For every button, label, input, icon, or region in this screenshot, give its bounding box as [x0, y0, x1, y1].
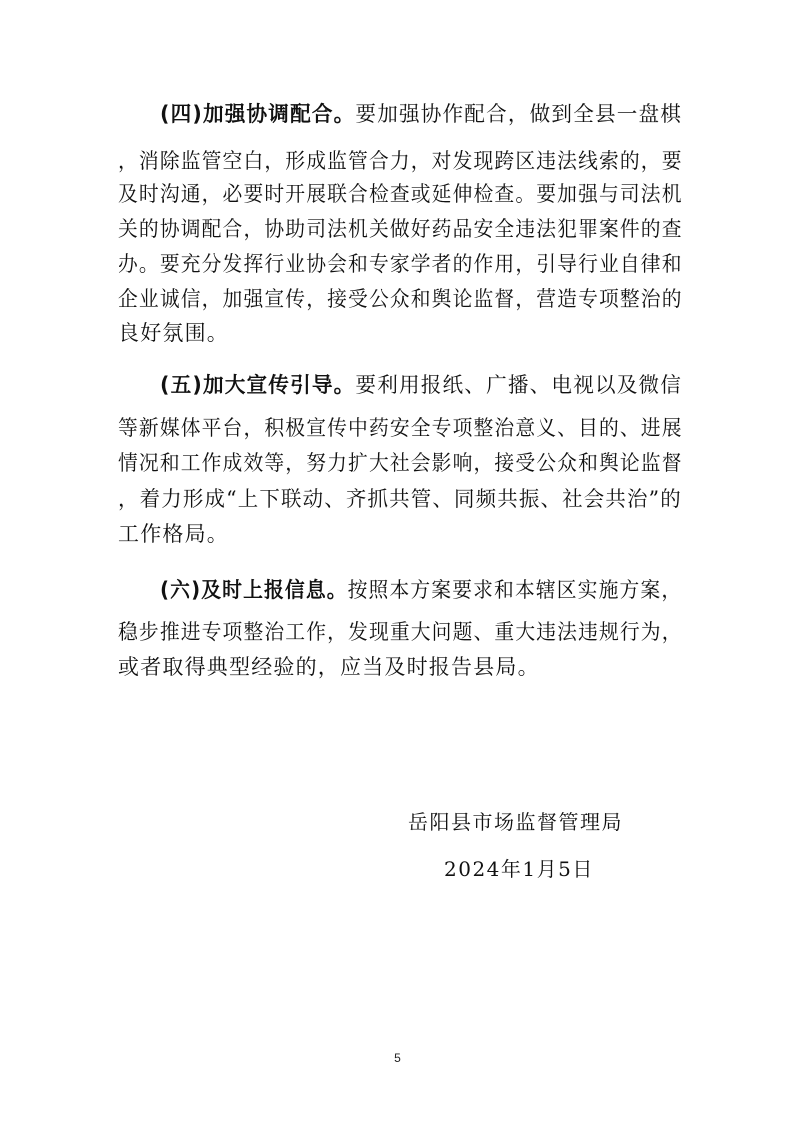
signature-organization: 岳阳县市场监督管理局: [408, 810, 623, 834]
section-heading: (五)加大宣传引导。: [160, 373, 356, 397]
paragraph-line: 及时沟通，必要时开展联合检查或延伸检查。要加强与司法机: [118, 182, 683, 206]
paragraph-line: 情况和工作成效等，努力扩大社会影响，接受公众和舆论监督: [118, 451, 683, 475]
paragraph-text: 要加强协作配合，做到全县一盘棋: [355, 102, 683, 126]
paragraph-line: 关的协调配合，协助司法机关做好药品安全违法犯罪案件的查: [118, 217, 683, 241]
section-heading: (四)加强协调配合。: [160, 102, 356, 126]
paragraph-text: 按照本方案要求和本辖区实施方案，: [347, 578, 683, 602]
paragraph-line: ，着力形成“上下联动、齐抓共管、同频共振、社会共治”的: [118, 487, 682, 511]
paragraph-line: 或者取得典型经验的，应当及时报告县局。: [118, 655, 540, 679]
paragraph-text: 要利用报纸、广播、电视以及微信: [355, 373, 683, 397]
signature-date: 2024年1月5日: [444, 857, 594, 881]
paragraph-line: 良好氛围。: [118, 321, 229, 345]
paragraph-line: 稳步推进专项整治工作，发现重大问题、重大违法违规行为，: [118, 620, 683, 644]
paragraph-line: [160, 580, 682, 601]
paragraph-line: 工作格局。: [118, 522, 229, 546]
paragraph-line: 办。要充分发挥行业协会和专家学者的作用，引导行业自律和: [118, 252, 683, 276]
paragraph-line: 企业诚信，加强宣传，接受公众和舆论监督，营造专项整治的: [118, 287, 683, 311]
page-number: 5: [394, 1051, 401, 1065]
paragraph-line: [160, 375, 682, 396]
paragraph-line: [160, 104, 682, 125]
section-heading: (六)及时上报信息。: [160, 578, 348, 602]
paragraph-line: ，消除监管空白，形成监管合力，对发现跨区违法线索的，要: [118, 149, 683, 173]
paragraph-line: 等新媒体平台，积极宣传中药安全专项整治意义、目的、进展: [118, 416, 683, 440]
